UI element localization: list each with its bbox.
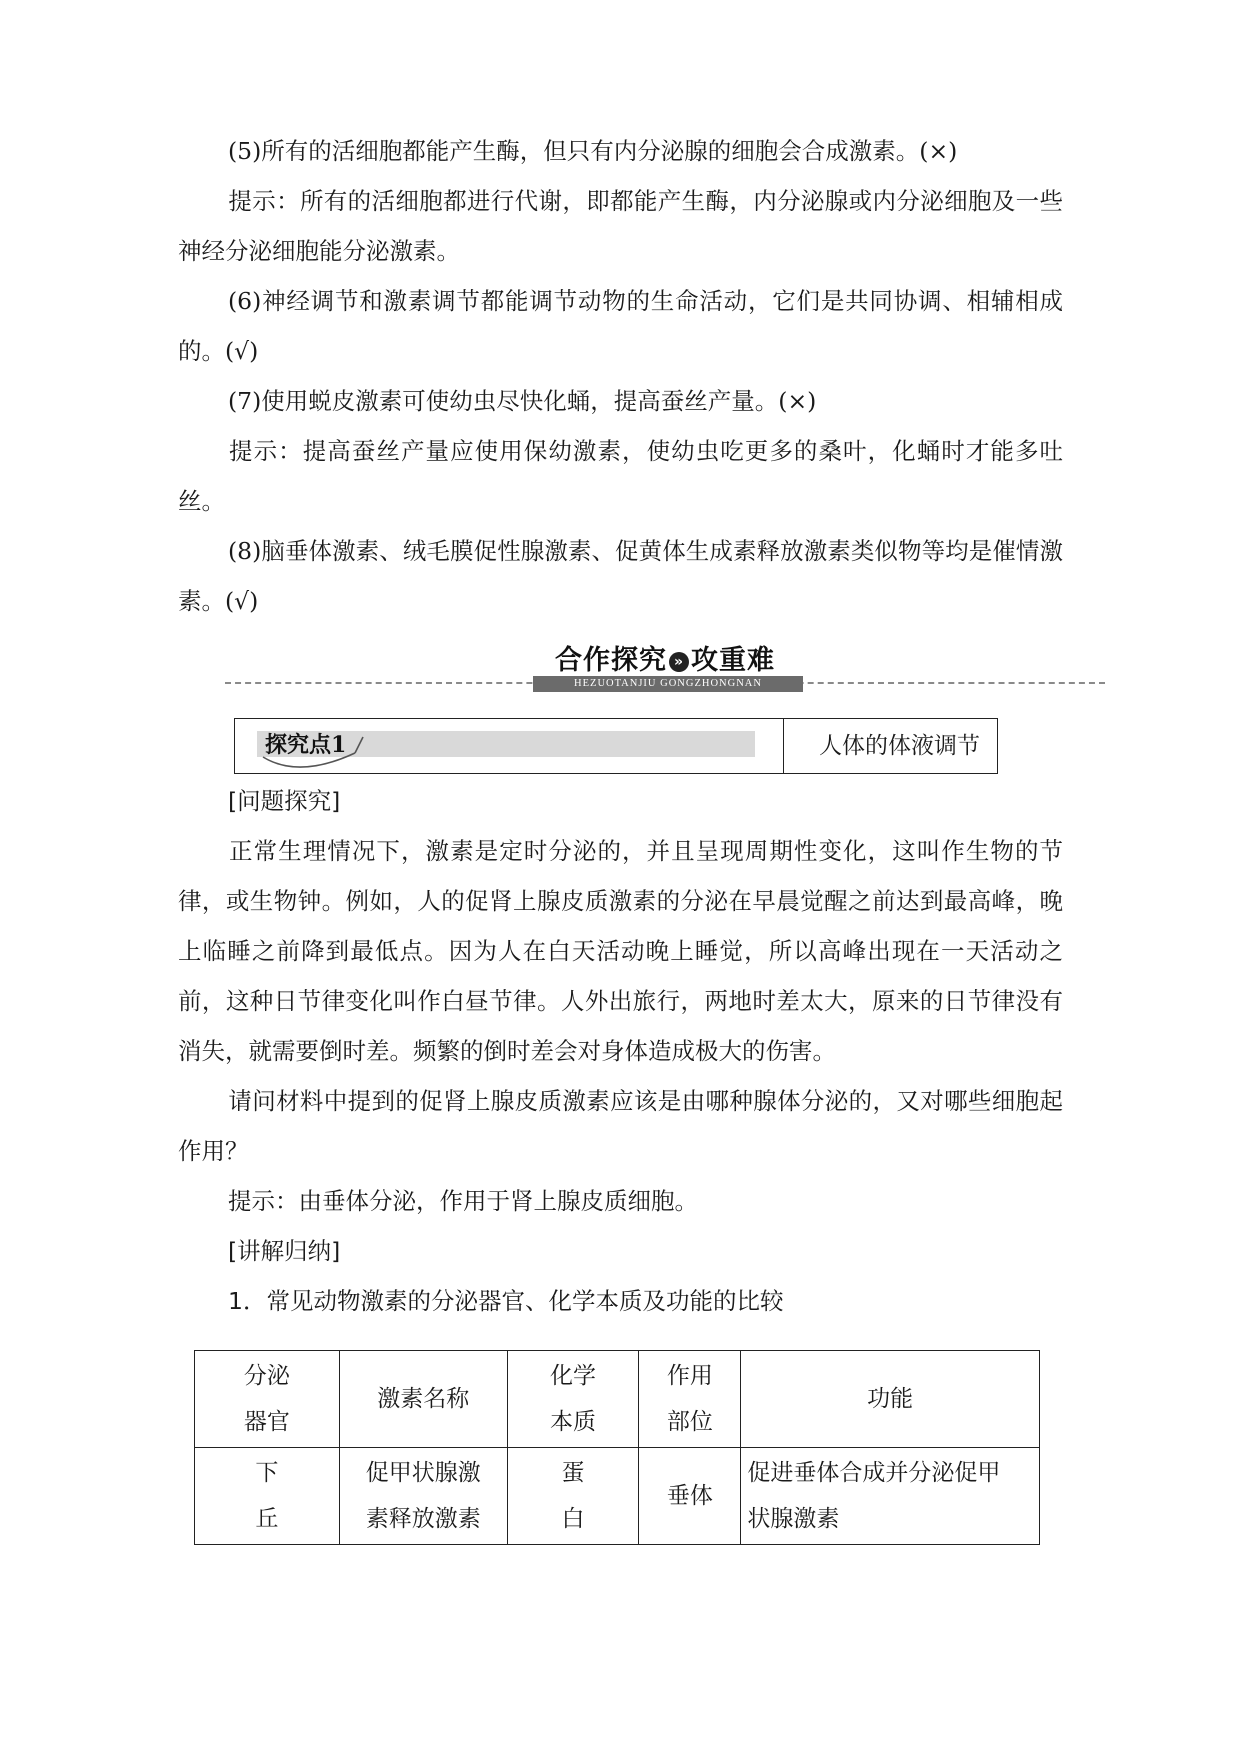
statement-7-text: (7)使用蜕皮激素可使幼虫尽快化蛹，提高蚕丝产量。(×) bbox=[228, 387, 817, 415]
statement-8-text: (8)脑垂体激素、绒毛膜促性腺激素、促黄体生成素释放激素类似物等均是催情激素。(√) bbox=[178, 537, 1063, 615]
section-banner bbox=[225, 638, 1105, 698]
inquiry-tip bbox=[178, 1176, 1063, 1226]
table-cell: 促甲状腺激 素释放激素 bbox=[339, 1448, 507, 1545]
table-cell: 蛋 白 bbox=[507, 1448, 639, 1545]
header-cell: 分泌 器官 bbox=[195, 1351, 340, 1448]
tip-label: 提示： bbox=[228, 437, 303, 465]
topic-label: 探究点1 bbox=[265, 732, 347, 758]
inquiry-heading: [问题探究] bbox=[228, 787, 341, 815]
table-cell: 下 丘 bbox=[195, 1448, 340, 1545]
header-cell: 作用 部位 bbox=[639, 1351, 741, 1448]
header-cell: 激素名称 bbox=[339, 1351, 507, 1448]
summary-heading: [讲解归纳] bbox=[228, 1237, 341, 1265]
inquiry-material bbox=[178, 826, 1063, 1076]
topic-label-cell bbox=[235, 719, 784, 773]
inquiry-material-text: 正常生理情况下，激素是定时分泌的，并且呈现周期性变化，这叫作生物的节律，或生物钟。例如，人的促肾上腺皮质激素的分泌在早晨觉醒之前达到最高峰，晚上临睡之前降到最低点。因为人在白天活动晚上睡觉，所以高峰出现在一天活动之前，这种日节律变化叫作白昼节律。人外出旅行，两地时差太大，原来的日节律没有消失，就需要倒时差。频繁的倒时差会对身体造成极大的伤害。 bbox=[178, 837, 1063, 1065]
statement-5 bbox=[178, 126, 1063, 176]
topic-title: 人体的体液调节 bbox=[819, 733, 980, 759]
tip-text: 由垂体分泌，作用于肾上腺皮质细胞。 bbox=[298, 1187, 698, 1215]
summary-item-1: 1．常见动物激素的分泌器官、化学本质及功能的比较 bbox=[228, 1287, 784, 1315]
topic-box bbox=[234, 718, 998, 774]
statement-7 bbox=[178, 376, 1063, 426]
chevron-right-icon: » bbox=[669, 652, 689, 672]
hormone-comparison-table bbox=[194, 1350, 1040, 1545]
statement-6-text: (6)神经调节和激素调节都能调节动物的生命活动，它们是共同协调、相辅相成的。(√) bbox=[178, 287, 1063, 365]
inquiry-question bbox=[178, 1076, 1063, 1176]
tip-label: 提示： bbox=[228, 1187, 299, 1215]
header-cell: 功能 bbox=[741, 1351, 1040, 1448]
tip-text: 所有的活细胞都进行代谢，即都能产生酶，内分泌腺或内分泌细胞及一些神经分泌细胞能分泌激素。 bbox=[178, 187, 1064, 265]
header-cell: 化学 本质 bbox=[507, 1351, 639, 1448]
tip-7 bbox=[178, 426, 1063, 526]
table-cell: 促进垂体合成并分泌促甲 状腺激素 bbox=[741, 1448, 1040, 1545]
tip-text: 提高蚕丝产量应使用保幼激素，使幼虫吃更多的桑叶，化蛹时才能多吐丝。 bbox=[178, 437, 1064, 515]
table-cell: 垂体 bbox=[639, 1448, 741, 1545]
banner-subtitle: HEZUOTANJIU GONGZHONGNAN bbox=[533, 676, 803, 692]
banner-title-left: 合作探究 bbox=[555, 645, 667, 676]
statement-5-text: (5)所有的活细胞都能产生酶，但只有内分泌腺的细胞会合成激素。(×) bbox=[228, 137, 958, 165]
banner-title bbox=[525, 638, 805, 677]
statement-8 bbox=[178, 526, 1063, 626]
table-row bbox=[195, 1448, 1040, 1545]
statement-6 bbox=[178, 276, 1063, 376]
banner-title-right: 攻重难 bbox=[691, 645, 775, 676]
table-header-row bbox=[195, 1351, 1040, 1448]
tip-label: 提示： bbox=[228, 187, 300, 215]
inquiry-question-text: 请问材料中提到的促肾上腺皮质激素应该是由哪种腺体分泌的，又对哪些细胞起作用？ bbox=[178, 1087, 1063, 1165]
tip-5 bbox=[178, 176, 1063, 276]
